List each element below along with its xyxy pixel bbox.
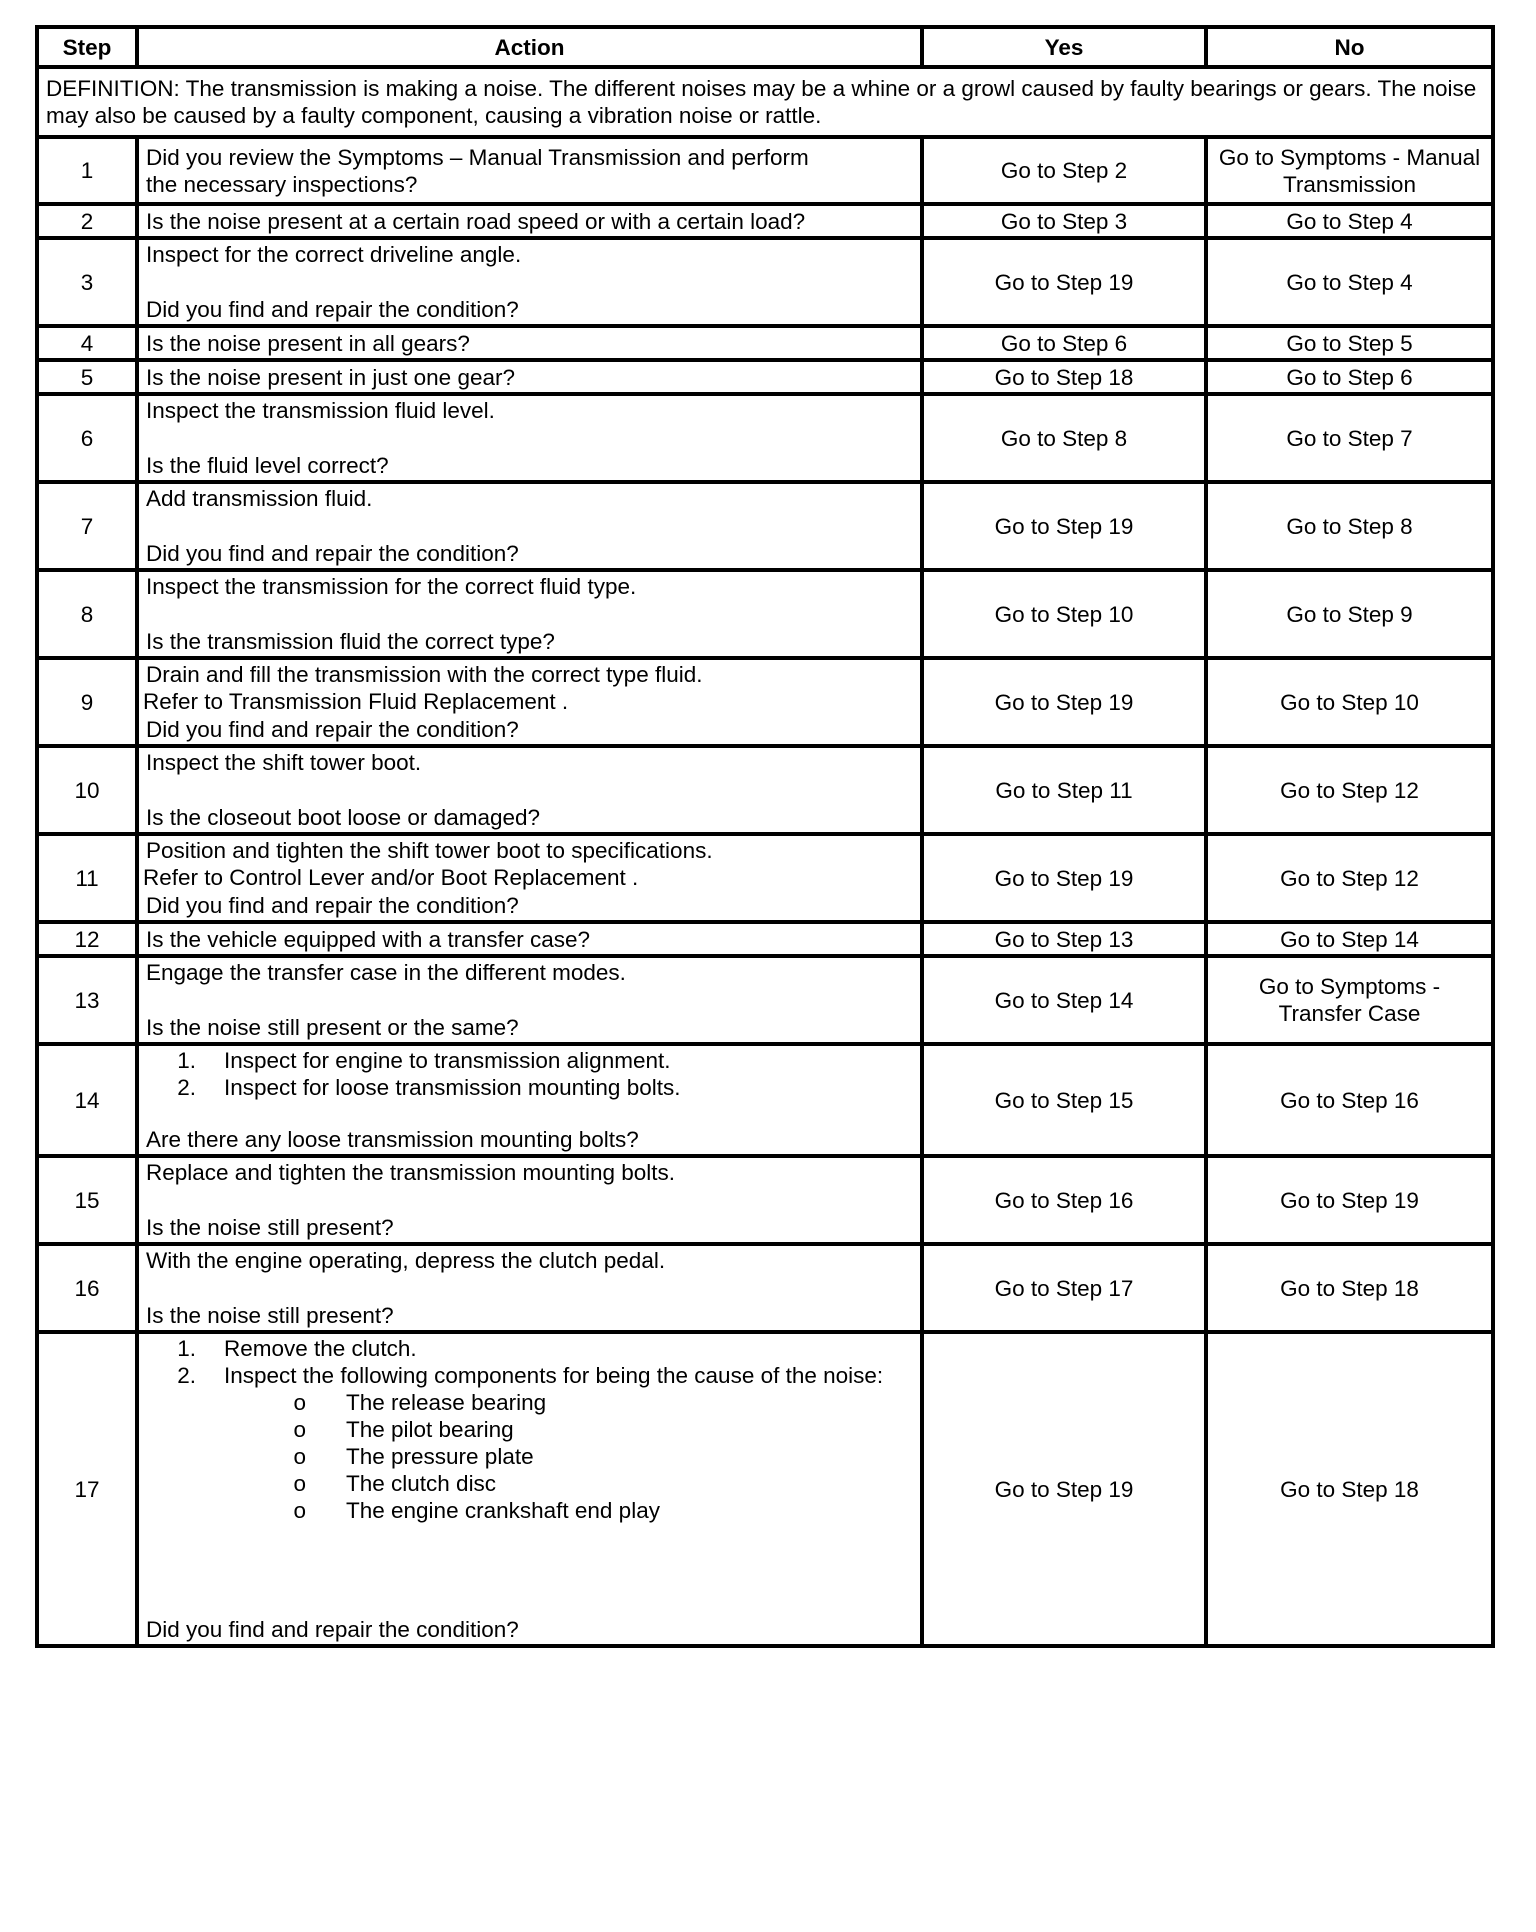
step-number: 1 <box>37 137 137 204</box>
action-line: Add transmission fluid. <box>146 486 373 511</box>
no-result: Go to Step 7 <box>1206 394 1493 482</box>
list-number: 2. <box>177 1363 196 1388</box>
action-header: Action <box>137 27 922 67</box>
numbered-list <box>146 1335 913 1389</box>
step-header: Step <box>37 27 137 67</box>
bullet-item <box>146 1497 913 1524</box>
action-instructions <box>146 485 913 512</box>
action-cell <box>137 1156 922 1244</box>
step-number: 4 <box>37 326 137 360</box>
table-row <box>37 1044 1493 1156</box>
action-line: Replace and tighten the transmission mounting bolts. <box>146 1160 676 1185</box>
step-number: 3 <box>37 238 137 326</box>
action-line: Inspect the transmission for the correct fluid type. <box>146 574 637 599</box>
action-question: Are there any loose transmission mounting bolts? <box>146 1127 639 1152</box>
action-content <box>146 139 913 202</box>
action-line: the necessary inspections? <box>146 171 418 197</box>
definition-row <box>37 67 1493 137</box>
action-line: Position and tighten the shift tower boot to specifications. <box>146 838 713 863</box>
action-cell <box>137 137 922 204</box>
action-cell <box>137 922 922 956</box>
action-line: Drain and fill the transmission with the correct type fluid. <box>146 662 703 687</box>
bullet-text: The release bearing <box>346 1390 547 1415</box>
yes-result: Go to Step 14 <box>922 956 1206 1044</box>
action-cell <box>137 326 922 360</box>
bullet-icon: o <box>293 1444 306 1469</box>
table-row <box>37 746 1493 834</box>
action-cell <box>137 1244 922 1332</box>
list-number: 1. <box>177 1336 196 1361</box>
action-question: Is the noise present at a certain road speed or with a certain load? <box>146 208 806 234</box>
step-number: 10 <box>37 746 137 834</box>
bullet-text: The pressure plate <box>346 1444 534 1469</box>
step-number: 12 <box>37 922 137 956</box>
action-content <box>143 660 913 744</box>
table-row <box>37 570 1493 658</box>
table-row <box>37 137 1493 204</box>
no-result: Go to Step 18 <box>1206 1244 1493 1332</box>
bullet-list <box>146 1389 913 1524</box>
yes-result: Go to Step 17 <box>922 1244 1206 1332</box>
step-number: 17 <box>37 1332 137 1646</box>
yes-result: Go to Step 19 <box>922 238 1206 326</box>
action-cell <box>137 746 922 834</box>
action-cell <box>137 482 922 570</box>
step-number: 6 <box>37 394 137 482</box>
yes-result: Go to Step 19 <box>922 658 1206 746</box>
action-question: Did you find and repair the condition? <box>146 893 519 918</box>
step-number: 2 <box>37 204 137 238</box>
bullet-icon: o <box>293 1498 306 1523</box>
action-cell <box>137 1332 922 1646</box>
list-item <box>146 1074 913 1101</box>
action-question: Is the vehicle equipped with a transfer case? <box>146 926 591 952</box>
no-result: Go to Step 12 <box>1206 834 1493 922</box>
no-result: Go to Step 10 <box>1206 658 1493 746</box>
action-instructions <box>146 397 913 424</box>
bullet-icon: o <box>293 1471 306 1496</box>
action-instructions <box>146 749 913 776</box>
action-content <box>146 484 913 568</box>
list-item <box>146 1335 913 1362</box>
yes-result: Go to Step 11 <box>922 746 1206 834</box>
no-result: Go to Step 16 <box>1206 1044 1493 1156</box>
step-number: 8 <box>37 570 137 658</box>
action-question: Is the fluid level correct? <box>146 453 389 478</box>
no-result: Go to Step 8 <box>1206 482 1493 570</box>
table-row <box>37 956 1493 1044</box>
action-question: Is the noise present in all gears? <box>146 330 470 356</box>
action-content <box>146 572 913 656</box>
action-content <box>146 1246 913 1330</box>
no-result: Go to Symptoms - Transfer Case <box>1206 956 1493 1044</box>
action-content <box>146 362 913 392</box>
action-question: Is the noise still present? <box>146 1303 394 1328</box>
no-result: Go to Step 18 <box>1206 1332 1493 1646</box>
yes-result: Go to Step 19 <box>922 834 1206 922</box>
bullet-item <box>146 1443 913 1470</box>
action-line: With the engine operating, depress the clutch pedal. <box>146 1248 666 1273</box>
step-number: 16 <box>37 1244 137 1332</box>
no-result: Go to Step 12 <box>1206 746 1493 834</box>
action-cell <box>137 570 922 658</box>
step-number: 11 <box>37 834 137 922</box>
list-text: Remove the clutch. <box>224 1336 417 1361</box>
action-instructions <box>146 1047 913 1101</box>
action-instructions <box>146 241 913 268</box>
action-cell <box>137 1044 922 1156</box>
no-result: Go to Step 5 <box>1206 326 1493 360</box>
table-row <box>37 326 1493 360</box>
action-instructions <box>143 661 913 715</box>
action-question: Is the noise still present? <box>146 1215 394 1240</box>
action-question: Is the transmission fluid the correct type? <box>146 629 555 654</box>
action-question: Is the noise still present or the same? <box>146 1015 519 1040</box>
no-result: Go to Step 6 <box>1206 360 1493 394</box>
step-number: 5 <box>37 360 137 394</box>
action-content <box>146 240 913 324</box>
yes-result: Go to Step 15 <box>922 1044 1206 1156</box>
table-row <box>37 1244 1493 1332</box>
table-row <box>37 1332 1493 1646</box>
action-cell <box>137 238 922 326</box>
action-cell <box>137 204 922 238</box>
table-row <box>37 360 1493 394</box>
yes-result: Go to Step 2 <box>922 137 1206 204</box>
bullet-item <box>146 1389 913 1416</box>
action-line: Engage the transfer case in the different modes. <box>146 960 626 985</box>
no-result: Go to Step 19 <box>1206 1156 1493 1244</box>
list-item <box>146 1047 913 1074</box>
yes-result: Go to Step 8 <box>922 394 1206 482</box>
action-instructions <box>146 573 913 600</box>
action-line: Inspect the shift tower boot. <box>146 750 422 775</box>
yes-result: Go to Step 3 <box>922 204 1206 238</box>
action-cell <box>137 956 922 1044</box>
no-result: Go to Symptoms - Manual Transmission <box>1206 137 1493 204</box>
table-row <box>37 922 1493 956</box>
action-line: Refer to Transmission Fluid Replacement . <box>143 689 569 714</box>
action-instructions <box>146 1159 913 1186</box>
action-instructions <box>143 837 913 891</box>
yes-header: Yes <box>922 27 1206 67</box>
bullet-icon: o <box>293 1417 306 1442</box>
no-header: No <box>1206 27 1493 67</box>
action-cell <box>137 834 922 922</box>
action-line: Did you review the Symptoms – Manual Transmission and perform <box>146 144 809 170</box>
step-number: 14 <box>37 1044 137 1156</box>
action-question: Did you find and repair the condition? <box>146 297 519 322</box>
action-content <box>146 206 913 236</box>
action-content <box>146 1334 913 1644</box>
list-number: 1. <box>177 1048 196 1073</box>
yes-result: Go to Step 10 <box>922 570 1206 658</box>
bullet-text: The engine crankshaft end play <box>346 1498 660 1523</box>
action-question: Is the closeout boot loose or damaged? <box>146 805 541 830</box>
yes-result: Go to Step 13 <box>922 922 1206 956</box>
yes-result: Go to Step 18 <box>922 360 1206 394</box>
list-text: Inspect the following components for being the cause of the noise: <box>224 1363 884 1388</box>
table-row <box>37 394 1493 482</box>
action-question: Did you find and repair the condition? <box>146 717 519 742</box>
action-line: Inspect the transmission fluid level. <box>146 398 495 423</box>
action-cell <box>137 360 922 394</box>
list-text: Inspect for engine to transmission alignment. <box>224 1048 671 1073</box>
action-content <box>143 836 913 920</box>
action-content <box>146 1158 913 1242</box>
diagnostic-table <box>35 25 1495 1648</box>
action-content <box>146 748 913 832</box>
action-question: Did you find and repair the condition? <box>146 1617 519 1642</box>
yes-result: Go to Step 19 <box>922 1332 1206 1646</box>
table-row <box>37 238 1493 326</box>
action-instructions <box>146 959 913 986</box>
header-row <box>37 27 1493 67</box>
list-text: Inspect for loose transmission mounting bolts. <box>224 1075 681 1100</box>
numbered-list <box>146 1047 913 1101</box>
action-line: Inspect for the correct driveline angle. <box>146 242 522 267</box>
table-row <box>37 482 1493 570</box>
bullet-icon: o <box>293 1390 306 1415</box>
bullet-text: The clutch disc <box>346 1471 497 1496</box>
action-content <box>146 328 913 358</box>
action-question: Is the noise present in just one gear? <box>146 364 515 390</box>
table-row <box>37 204 1493 238</box>
definition-text: DEFINITION: The transmission is making a noise. The different noises may be a whine or a growl caused by faulty bearings or gears. The noise may also be caused by a faulty component, causing a vibration noise or rattle. <box>37 67 1493 137</box>
table-row <box>37 834 1493 922</box>
table-row <box>37 1156 1493 1244</box>
step-number: 15 <box>37 1156 137 1244</box>
no-result: Go to Step 14 <box>1206 922 1493 956</box>
no-result: Go to Step 4 <box>1206 204 1493 238</box>
action-instructions <box>146 1247 913 1274</box>
yes-result: Go to Step 16 <box>922 1156 1206 1244</box>
bullet-item <box>146 1470 913 1497</box>
yes-result: Go to Step 6 <box>922 326 1206 360</box>
no-result: Go to Step 9 <box>1206 570 1493 658</box>
step-number: 13 <box>37 956 137 1044</box>
bullet-text: The pilot bearing <box>346 1417 514 1442</box>
yes-result: Go to Step 19 <box>922 482 1206 570</box>
bullet-item <box>146 1416 913 1443</box>
action-question: Did you find and repair the condition? <box>146 541 519 566</box>
action-content <box>146 1046 913 1154</box>
list-item <box>146 1362 913 1389</box>
action-content <box>146 958 913 1042</box>
table-row <box>37 658 1493 746</box>
no-result: Go to Step 4 <box>1206 238 1493 326</box>
action-cell <box>137 658 922 746</box>
action-instructions <box>146 1335 913 1524</box>
action-line: Refer to Control Lever and/or Boot Replacement . <box>143 865 639 890</box>
list-number: 2. <box>177 1075 196 1100</box>
step-number: 9 <box>37 658 137 746</box>
action-cell <box>137 394 922 482</box>
action-content <box>146 396 913 480</box>
action-content <box>146 924 913 954</box>
step-number: 7 <box>37 482 137 570</box>
